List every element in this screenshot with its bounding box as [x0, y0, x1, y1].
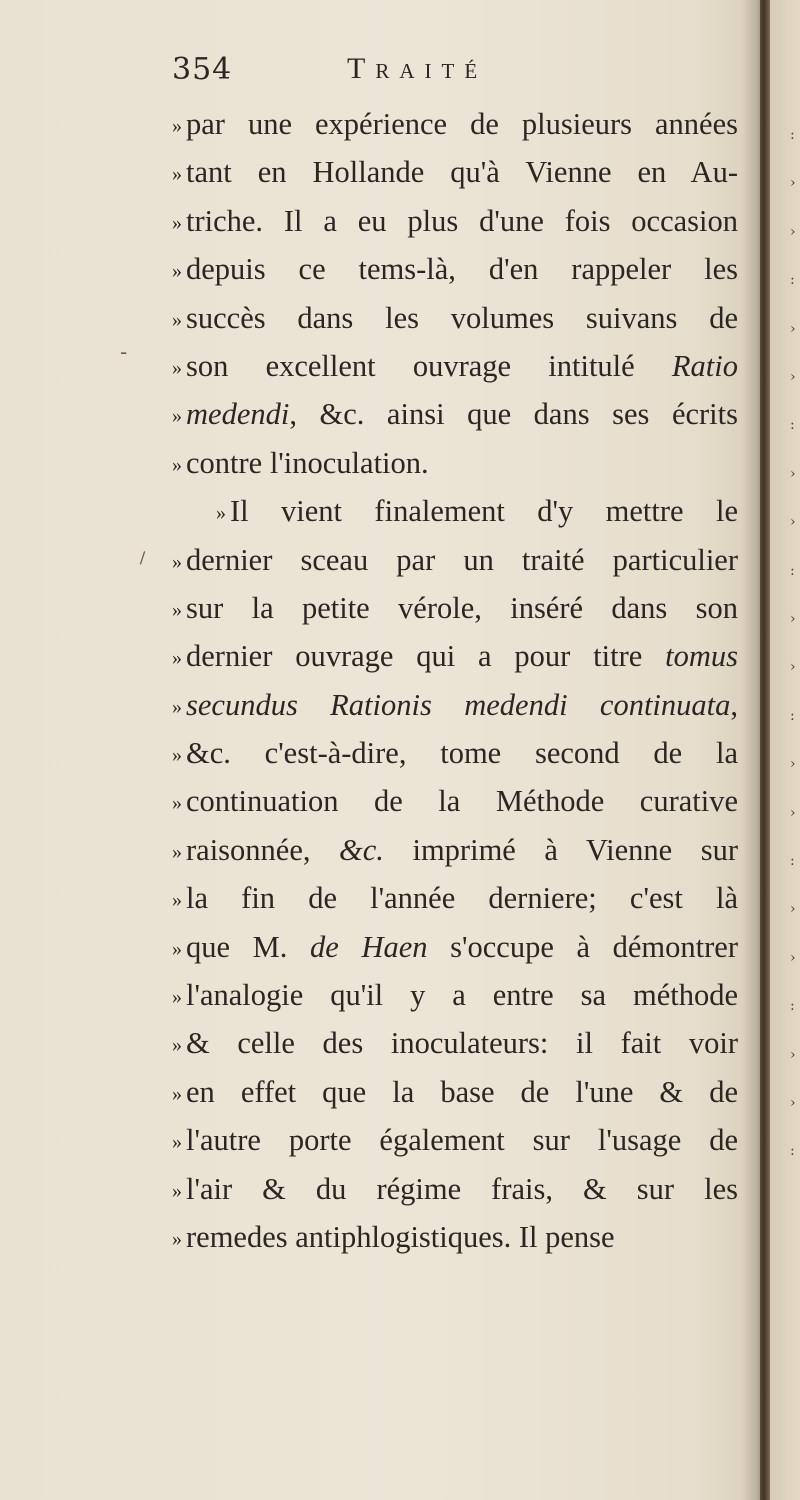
quote-mark: »: [172, 598, 182, 621]
quote-mark: »: [172, 308, 182, 331]
text-line: [172, 342, 738, 390]
text-line: [172, 632, 738, 680]
italic-text: de Haen: [310, 929, 428, 964]
facing-page-mark: ›: [790, 369, 796, 385]
text-line: [172, 100, 738, 148]
text-segment: son excellent ouvrage intitulé: [186, 348, 672, 383]
page-number: 354: [172, 52, 233, 87]
text-segment: remedes antiphlogistiques. Il pense: [186, 1219, 615, 1254]
text-segment: l'autre porte également sur l'usage de: [186, 1123, 738, 1158]
italic-text: tomus: [665, 639, 738, 674]
facing-page-mark: :: [790, 998, 795, 1015]
italic-text: medendi: [186, 397, 290, 432]
text-line: [172, 826, 738, 874]
facing-page-mark: ›: [790, 465, 796, 482]
text-line: [172, 1165, 738, 1213]
body-text: [172, 100, 738, 1261]
facing-page-mark: ›: [790, 901, 796, 918]
text-line: [172, 294, 738, 342]
text-segment: s'occupe à démontrer: [427, 929, 738, 964]
quote-mark: »: [172, 1034, 182, 1057]
text-line: [172, 487, 738, 535]
stray-mark: \: [135, 548, 151, 567]
quote-mark: »: [172, 937, 182, 960]
text-segment: dernier ouvrage qui a pour titre: [186, 639, 666, 674]
facing-page-mark: ›: [790, 756, 796, 773]
facing-page-mark: ›: [790, 223, 796, 240]
text-line: [172, 923, 738, 971]
quote-mark: »: [172, 1179, 182, 1202]
text-segment: l'air & du régime frais, & sur les: [186, 1171, 738, 1206]
facing-page-mark: :: [790, 562, 795, 579]
quote-mark: »: [172, 1227, 182, 1250]
quote-mark: »: [172, 163, 182, 186]
text-line: [172, 390, 738, 438]
text-segment: l'analogie qu'il y a entre sa méthode: [186, 978, 738, 1013]
text-line: [172, 245, 738, 293]
quote-mark: »: [172, 453, 182, 476]
text-segment: succès dans les volumes suivans de: [186, 300, 738, 335]
text-segment: , &c. ainsi que dans ses écrits: [289, 397, 738, 432]
facing-page-mark: ›: [790, 1095, 796, 1111]
italic-text: Ratio: [671, 348, 738, 383]
facing-page-mark: ›: [790, 804, 796, 821]
facing-page-mark: ›: [790, 949, 796, 966]
page-header: [172, 52, 732, 96]
quote-mark: »: [172, 792, 182, 815]
facing-page-mark: ›: [790, 514, 796, 531]
text-line: [172, 1213, 738, 1261]
text-segment: tant en Hollande qu'à Vienne en Au-: [186, 155, 738, 190]
facing-page-mark: ›: [790, 1046, 796, 1063]
text-segment: dernier sceau par un traité particulier: [186, 542, 738, 577]
facing-page-mark: :: [790, 417, 795, 434]
quote-mark: »: [216, 502, 226, 525]
text-segment: que M.: [186, 929, 311, 964]
facing-page-mark: :: [790, 127, 795, 143]
text-line: [172, 148, 738, 196]
text-line: [172, 197, 738, 245]
text-line: [172, 729, 738, 777]
quote-mark: »: [172, 1131, 182, 1154]
quote-mark: »: [172, 1082, 182, 1105]
text-line: [172, 536, 738, 584]
text-line: [172, 681, 738, 729]
binding-edge: [760, 0, 770, 1500]
text-segment: raisonnée,: [186, 832, 340, 867]
facing-page-mark: :: [790, 1143, 795, 1160]
text-line: [172, 874, 738, 922]
text-line: [172, 777, 738, 825]
facing-page-mark: :: [790, 853, 795, 869]
text-segment: imprimé à Vienne sur: [383, 832, 738, 867]
quote-mark: »: [172, 695, 182, 718]
text-segment: la fin de l'année derniere; c'est là: [186, 881, 738, 916]
text-segment: triche. Il a eu plus d'une fois occasion: [186, 203, 738, 238]
facing-page-mark: ›: [790, 320, 796, 337]
quote-mark: »: [172, 647, 182, 670]
quote-mark: »: [172, 211, 182, 234]
quote-mark: »: [172, 550, 182, 573]
italic-text: &c.: [339, 832, 384, 867]
running-title: Traité: [347, 52, 488, 85]
stray-mark: -: [120, 340, 128, 364]
text-segment: sur la petite vérole, inséré dans son: [186, 590, 738, 625]
quote-mark: »: [172, 356, 182, 379]
text-segment: Il vient finalement d'y mettre le: [230, 494, 738, 529]
text-segment: & celle des inoculateurs: il fait voir: [186, 1026, 738, 1061]
facing-page-marks: [784, 0, 800, 1500]
quote-mark: »: [172, 115, 182, 137]
facing-page-mark: ›: [790, 175, 796, 192]
text-segment: depuis ce tems-là, d'en rappeler les: [186, 252, 738, 287]
text-segment: par une expérience de plusieurs années: [186, 107, 738, 141]
quote-mark: »: [172, 405, 182, 428]
text-line: [172, 1116, 738, 1164]
quote-mark: »: [172, 889, 182, 912]
facing-page-mark: :: [790, 272, 795, 289]
quote-mark: »: [172, 840, 182, 863]
facing-page-mark: :: [790, 707, 795, 724]
text-line: [172, 584, 738, 632]
text-segment: continuation de la Méthode curative: [186, 784, 738, 819]
facing-page-mark: ›: [790, 659, 796, 676]
text-line: [172, 1068, 738, 1116]
gutter-shadow: [742, 0, 762, 1500]
quote-mark: »: [172, 260, 182, 283]
facing-page-mark: ›: [790, 611, 796, 627]
text-segment: &c. c'est-à-dire, tome second de la: [186, 736, 738, 771]
quote-mark: »: [172, 986, 182, 1009]
text-segment: ,: [730, 687, 738, 722]
text-line: [172, 971, 738, 1019]
quote-mark: »: [172, 744, 182, 767]
text-line: [172, 1019, 738, 1067]
italic-text: secundus Rationis medendi continuata: [186, 687, 731, 722]
text-segment: en effet que la base de l'une & de: [186, 1074, 738, 1109]
text-segment: contre l'inoculation.: [186, 445, 429, 480]
text-line: [172, 439, 738, 487]
